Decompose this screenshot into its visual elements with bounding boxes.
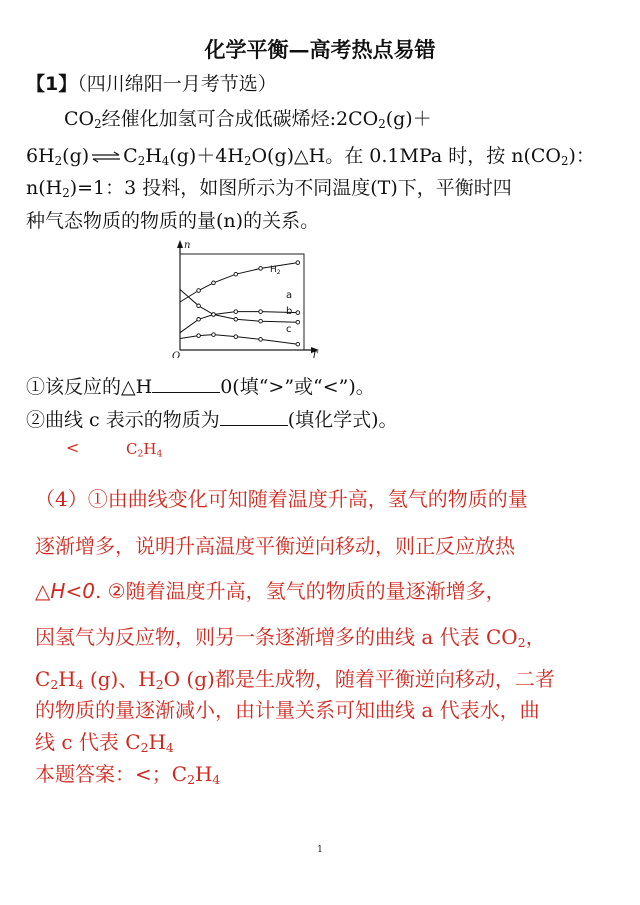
data-point-c-1 — [197, 334, 201, 338]
y-axis-label: n — [184, 240, 191, 251]
data-point-h2-2 — [212, 281, 216, 285]
answer-blank-2[interactable] — [220, 407, 288, 426]
data-point-h2-4 — [259, 267, 263, 271]
handwritten-answer-1: < — [66, 438, 80, 457]
stem-line-4: 种气态物质的物质的量(n)的关系。 — [26, 210, 320, 232]
analysis-line-7: 线 c 代表 $C_2H_4$ — [35, 730, 174, 756]
problem-source: （四川绵阳一月考节选） — [77, 73, 277, 95]
final-answer: 本题答案：<；$C_2H_4$ — [35, 762, 221, 788]
question-2: ②曲线 c 表示的物质为 (填化学式)。 — [26, 409, 398, 431]
handwritten-answer-2: $C_2H_4$ — [126, 440, 163, 460]
analysis-line-3: △H<0. ②随着温度升高，氢气的物质的量逐渐增多， — [35, 579, 506, 603]
data-point-b-4 — [259, 319, 263, 323]
answer-blank-1[interactable] — [152, 374, 220, 393]
page-number: 1 — [317, 845, 323, 855]
analysis-line-4: 因氢气为反应物，则另一条逐渐增多的曲线 a 代表 $CO_2$， — [35, 625, 546, 651]
data-point-a-4 — [259, 310, 263, 314]
analysis-line-2: 逐渐增多，说明升高温度平衡逆向移动，则正反应放热 — [35, 534, 515, 558]
data-point-b-2 — [212, 313, 216, 317]
data-point-h2-5 — [296, 261, 300, 265]
stem-line-1: $CO_2$经催化加氢可合成低碳烯烃$:2CO_2(g)+$ — [64, 108, 432, 131]
x-axis-label: T — [311, 351, 318, 358]
data-point-h2-1 — [197, 289, 201, 293]
data-point-a-3 — [234, 310, 238, 314]
data-point-h2-3 — [234, 272, 238, 276]
series-label-c: c — [286, 324, 292, 335]
page-title: 化学平衡—高考热点易错 — [204, 37, 436, 62]
data-point-b-3 — [234, 318, 238, 322]
data-point-c-3 — [234, 335, 238, 339]
question-1: ①该反应的△H 0(填“>”或“<”)。 — [26, 376, 375, 398]
series-label-h2: $H_2$ — [270, 265, 281, 276]
y-axis-arrow-icon — [177, 240, 183, 248]
data-point-b-1 — [197, 304, 201, 308]
data-point-c-4 — [259, 338, 263, 342]
stem-line-3: $n(H_2)=1$：3 投料，如图所示为不同温度(T)下，平衡时四 — [26, 177, 512, 200]
data-point-b-5 — [296, 320, 300, 324]
analysis-line-5: $C_2H_4$ (g)、$H_2O$ (g)都是生成物，随着平衡逆向移动，二者 — [35, 667, 555, 693]
stem-line-2: $6H_2(g)$ $C_2H_4(g)+4H_2O(g)\triangle H$。在 0.1MPa 时，按 $n(CO_2)$： — [26, 145, 595, 168]
equilibrium-arrow-icon — [91, 151, 121, 163]
data-point-a-1 — [197, 318, 201, 322]
data-point-c-5 — [296, 342, 300, 346]
analysis-line-6: 的物质的量逐渐减小，由计量关系可知曲线 a 代表水，曲 — [35, 698, 540, 722]
equilibrium-chart — [168, 238, 328, 358]
data-point-c-2 — [212, 333, 216, 337]
data-point-a-5 — [296, 311, 300, 315]
series-label-a: a — [286, 290, 293, 301]
origin-label: O — [172, 351, 181, 358]
series-label-b: b — [286, 306, 293, 317]
problem-label: 【1】 — [26, 73, 78, 95]
analysis-line-1: （4）①由曲线变化可知随着温度升高，氢气的物质的量 — [35, 487, 528, 511]
problem-header — [26, 69, 277, 96]
